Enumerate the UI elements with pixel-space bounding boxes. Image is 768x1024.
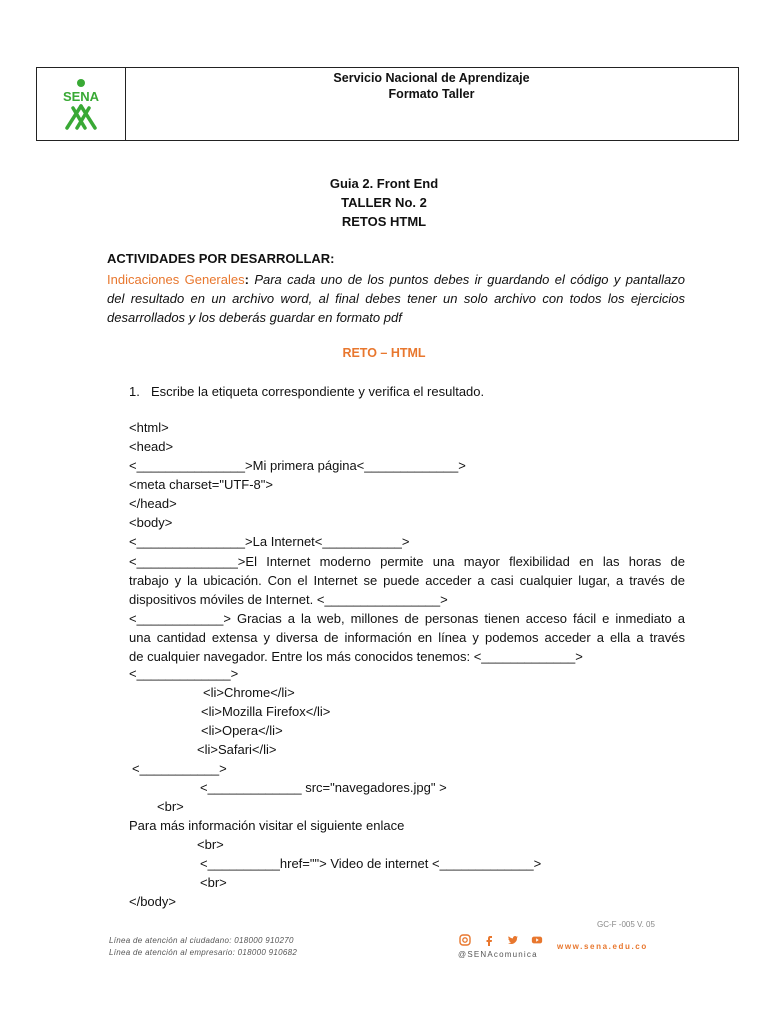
code-paragraph-line: de cualquier navegador. Entre los más conocidos tenemos: <_____________> xyxy=(129,649,583,664)
code-paragraph-line: dispositivos móviles de Internet. <________________> xyxy=(129,592,448,607)
list-item-code: <li>Safari</li> xyxy=(197,742,277,757)
header-title xyxy=(125,70,738,102)
org-name: Servicio Nacional de Aprendizaje xyxy=(333,71,530,85)
social-handle: @SENAcomunica xyxy=(458,950,538,959)
code-line: <body> xyxy=(129,515,173,530)
format-name: Formato Taller xyxy=(388,87,475,101)
guide-title: Guia 2. Front End xyxy=(329,176,439,191)
code-line: <br> xyxy=(200,875,227,890)
citizen-line: Línea de atención al ciudadano: 018000 910270 xyxy=(109,936,294,945)
section-title: RETO – HTML xyxy=(342,346,426,360)
facebook-icon[interactable] xyxy=(483,934,495,946)
sena-logo-icon xyxy=(37,68,125,140)
exercise-number: 1. xyxy=(129,384,140,399)
code-paragraph-2 xyxy=(129,609,685,666)
website-link[interactable]: www.sena.edu.co xyxy=(557,942,648,951)
list-item-code: <li>Opera</li> xyxy=(201,723,283,738)
code-line: Para más información visitar el siguiente enlace xyxy=(129,818,405,833)
code-line: <___________> xyxy=(132,761,227,776)
sena-logo xyxy=(37,68,126,140)
code-line: </body> xyxy=(129,894,176,909)
code-line: <br> xyxy=(157,799,184,814)
code-line: <_______________>Mi primera página<_____________> xyxy=(129,458,466,473)
code-line: <br> xyxy=(197,837,224,852)
instagram-icon[interactable] xyxy=(459,934,471,946)
code-line: <_______________>La Internet<___________> xyxy=(129,534,410,549)
code-line: <__________href=""> Video de internet <_____________> xyxy=(200,856,542,871)
instructions-label: Indicaciones Generales xyxy=(107,272,245,287)
code-line: <head> xyxy=(129,439,174,454)
instructions: Indicaciones Generales: Para cada uno de los puntos debes ir guardando el código y pantallazo del resultado en un archivo word, al final debes tener un solo archivo con todos los ejercicios desarrollados y los deberás guardar en formato pdf xyxy=(107,272,685,325)
exercise-text: Escribe la etiqueta correspondiente y verifica el resultado. xyxy=(151,384,485,399)
list-item-code: <li>Mozilla Firefox</li> xyxy=(201,704,331,719)
form-code: GC-F -005 V. 05 xyxy=(597,920,655,929)
code-line: <_____________> xyxy=(129,666,239,681)
code-line: </head> xyxy=(129,496,177,511)
code-line: <html> xyxy=(129,420,169,435)
business-line: Línea de atención al empresario: 018000 910682 xyxy=(109,948,298,957)
instructions-line-2: del resultado en un archivo word, al final debes tener un solo archivo con todos los ejercicios xyxy=(107,291,685,306)
instructions-line-3: desarrollados y los deberás guardar en formato pdf xyxy=(107,310,402,325)
code-line: <_____________ src="navegadores.jpg" > xyxy=(200,780,447,795)
twitter-icon[interactable] xyxy=(507,934,519,946)
workshop-title: TALLER No. 2 xyxy=(341,195,427,210)
code-paragraph-line: trabajo y la ubicación. Con el Internet se puede acceder a casi cualquier lugar, a través de xyxy=(129,573,685,588)
logo-text: SENA xyxy=(62,89,100,104)
code-paragraph-1 xyxy=(129,552,685,609)
code-paragraph-line: <______________>El Internet moderno permite una mayor flexibilidad en las horas de xyxy=(129,554,685,569)
youtube-icon[interactable] xyxy=(531,934,543,946)
document-header xyxy=(36,67,739,141)
activities-heading: ACTIVIDADES POR DESARROLLAR: xyxy=(107,251,335,266)
code-line: <meta charset="UTF-8"> xyxy=(129,477,273,492)
code-paragraph-line: <____________> Gracias a la web, millones de personas tienen acceso fácil e inmediato a xyxy=(129,611,685,626)
code-paragraph-line: una cantidad extensa y diversa de información en línea y podemos acceder a ella a través xyxy=(129,630,685,645)
topic-title: RETOS HTML xyxy=(341,214,427,229)
instructions-line-1: Para cada uno de los puntos debes ir guardando el código y pantallazo xyxy=(254,272,685,287)
list-item-code: <li>Chrome</li> xyxy=(203,685,295,700)
